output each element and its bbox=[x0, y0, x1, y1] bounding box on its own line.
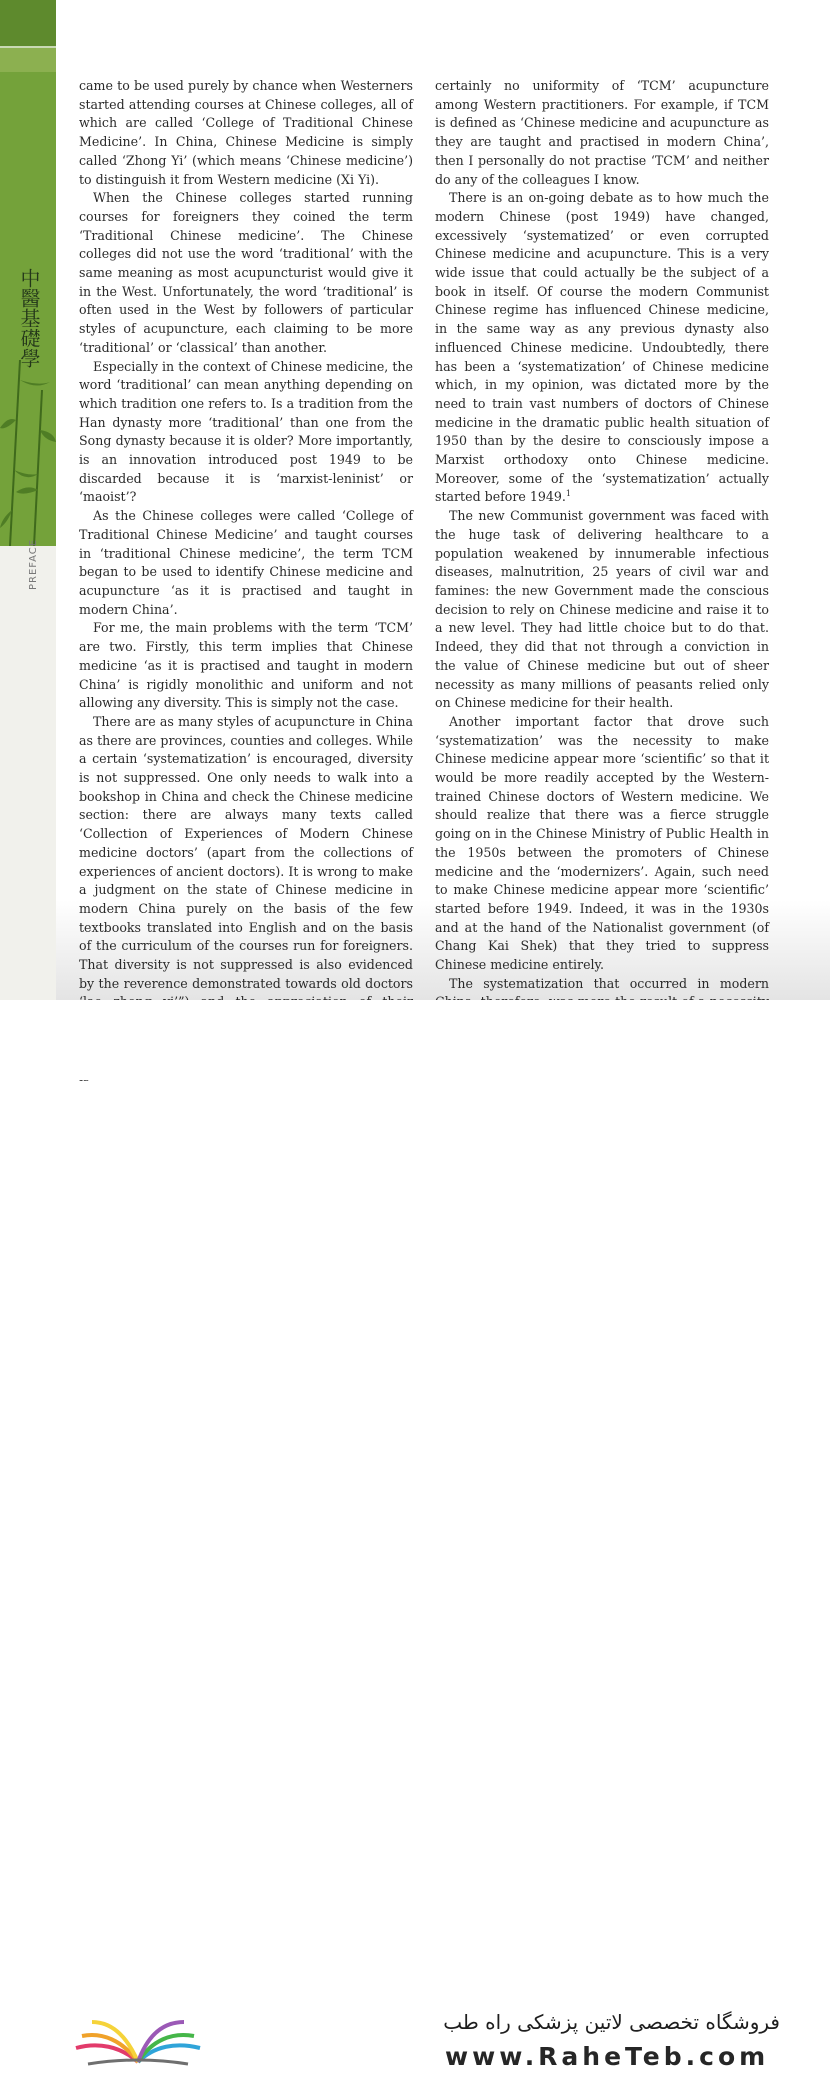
shop-name: فروشگاه تخصصی لاتین پزشکی راه طب bbox=[443, 2010, 780, 2034]
paragraph: When the Chinese colleges started running courses for foreigners they coined the term ‘Traditional Chinese medicine’. The Chinese colleges did not use the word ‘traditional’ with the same meaning as most acupuncturist would give it in the West. Unfortunately, the word ‘traditional’ is often used in the West by followers of particular styles of acupuncture, each claiming to be more ‘traditional’ or ‘classical’ than another. bbox=[79, 190, 413, 355]
sidebar bbox=[0, 0, 56, 1000]
paragraph: For me, the main problems with the term ‘TCM’ are two. Firstly, this term implies that Chinese medicine ‘as it is practised and taught in modern China’ is rigidly monolithic and uniform and not allowing any diversity. This is simply not the case. bbox=[79, 620, 413, 711]
paragraph bbox=[435, 189, 769, 507]
right-column bbox=[435, 77, 769, 1050]
paragraph: As the Chinese colleges were called ‘College of Traditional Chinese Medicine’ and taught courses in ‘traditional Chinese medicine’, the term TCM began to be used to identify Chinese medicine and acupuncture ‘as it is practised and taught in modern China’. bbox=[79, 508, 413, 617]
bamboo-illustration bbox=[0, 360, 56, 546]
paragraph-text: There is an on-going debate as to how much the modern Chinese (post 1949) have changed, excessively ‘systematized’ or even corrupted Chinese medicine and acupuncture. This is a very wide issue that could actually be the subject of a book in itself. Of course the modern Communist Chinese regime has influenced Chinese medicine, in the same way as any previous dynasty also influenced Chinese medicine. Undoubtedly, there has been a ‘systematization’ of Chinese medicine which, in my opinion, was dictated more by the need to train vast numbers of doctors of Chinese medicine in the dramatic public health situation of 1950 than by the desire to consciously impose a Marxist orthodoxy onto Chinese medicine. Moreover, some of the ‘systematization’ actually started before 1949. bbox=[435, 190, 769, 505]
website-url[interactable]: www.RaheTeb.com bbox=[445, 2042, 770, 2071]
book-page bbox=[0, 0, 830, 1000]
paragraph: The new Communist government was faced with the huge task of delivering healthcare to a population weakened by innumerable infectious diseases, malnutrition, 25 years of civil war and famines: the new Government made the conscious decision to rely on Chinese medicine and raise it to a new level. They had little choice but to do that. Indeed, they did that not through a conviction in the value of Chinese medicine but out of sheer necessity as many millions of peasants relied only on Chinese medicine for their health. bbox=[435, 508, 769, 711]
sidebar-dark-band bbox=[0, 0, 56, 46]
vertical-chinese-title: 中醫基礎學 bbox=[17, 268, 41, 368]
paragraph: Another important factor that drove such ‘systematization’ was the necessity to make Chinese medicine appear more ‘scientific’ so that it would be more readily accepted by the Western-trained Chinese doctors of Western medicine. We should realize that there was a fierce struggle going on in the Chinese Ministry of Public Health in the 1950s between the promoters of Chinese medicine and the ‘modernizers’. Again, such need to make Chinese medicine appear more ‘scientific’ started before 1949. Indeed, it was in the 1930s and at the hand of the Nationalist government (of Chang Kai Shek) that they tried to suppress Chinese medicine entirely. bbox=[435, 713, 769, 973]
section-label-preface: PREFACE bbox=[28, 538, 39, 590]
left-column bbox=[79, 77, 413, 1087]
paragraph: The systematization that occurred in modern bbox=[449, 975, 769, 991]
footer-banner bbox=[0, 1000, 830, 2071]
paragraph: There are as many styles of acupuncture in China as there are provinces, counties and colleges. While a certain ‘systematization’ is encouraged, diversity is not suppressed. One only needs to walk into a bookshop in China and check the Chinese medicine section: there are always many texts called ‘Collection of Experiences of Modern Chinese medicine doctors’ (apart from the collections of experiences of ancient doctors). It is wrong to make a judgment on the state of Chinese medicine in modern China purely on the basis of the few textbooks translated into English and on the basis of the curriculum of the courses run for foreigners. That diversity is not suppressed is also evidenced by the reverence demonstrated towards old doctors bbox=[79, 713, 413, 991]
footnote-marker[interactable]: 1 bbox=[565, 489, 572, 499]
paragraph: Especially in the context of Chinese medicine, the word ‘traditional’ can mean anything depending on which tradition one refers to. Is a tradition from the Han dynasty more ‘traditional’ than one from the Song dynasty because it is older? More importantly, is an innovation introduced post 1949 to be discarded because it is ‘marxist-leninist’ or ‘maoist’? bbox=[79, 358, 413, 505]
book-logo-icon bbox=[68, 2006, 208, 2074]
paragraph: came to be used purely by chance when Westerners started attending courses at Chinese colleges, all of which are called ‘College of Traditional Chinese Medicine’. In China, Chinese Medicine is simply called ‘Zhong Yi’ (which means ‘Chinese medicine’) to distinguish it from Western medicine (Xi Yi). bbox=[79, 78, 413, 187]
sidebar-light-band bbox=[0, 48, 56, 72]
paragraph: certainly no uniformity of ‘TCM’ acupuncture among Western practitioners. For example, if TCM is defined as ‘Chinese medicine and acupuncture as they are taught and practised in modern China’, then I personally do not practise ‘TCM’ and neither do any of the colleagues I know. bbox=[435, 78, 769, 187]
